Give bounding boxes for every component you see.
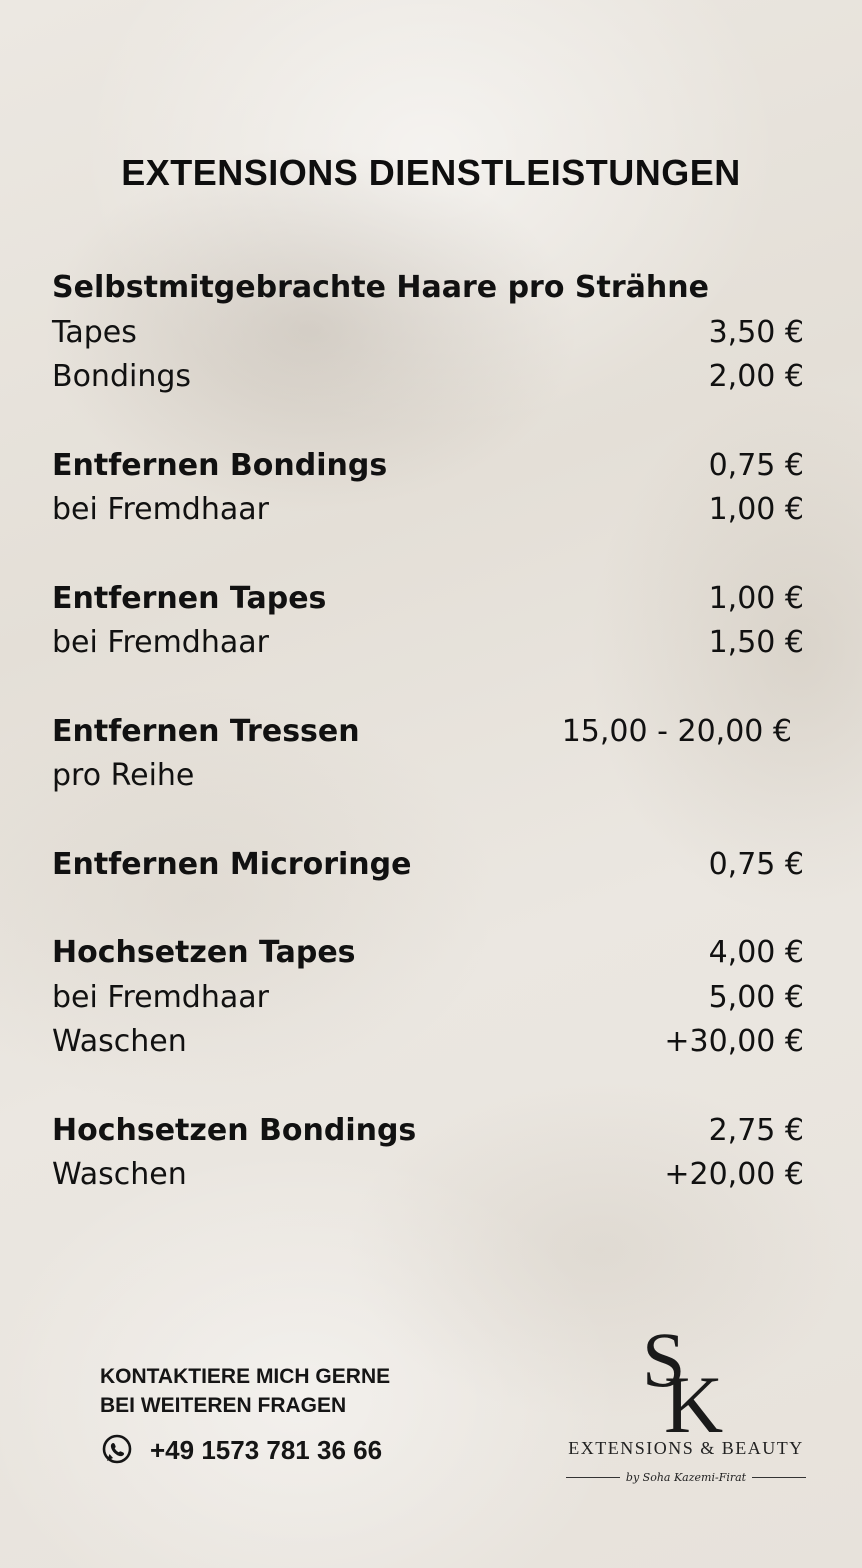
service-name: Bondings — [52, 359, 192, 394]
service-name: Waschen — [52, 1024, 187, 1059]
price-row — [52, 710, 804, 755]
brand-signature — [566, 1464, 806, 1490]
price-group — [52, 1109, 804, 1198]
contact-line: KONTAKTIERE MICH GERNE — [100, 1365, 391, 1388]
price-row — [52, 311, 804, 356]
service-price: 0,75 € — [708, 846, 804, 882]
brand-logo — [566, 1322, 806, 1497]
price-row — [52, 976, 804, 1021]
price-group — [52, 444, 804, 533]
service-name: Tapes — [52, 314, 137, 350]
service-name: Waschen — [52, 1157, 187, 1192]
service-price: 4,00 € — [708, 935, 804, 970]
price-row — [52, 843, 804, 888]
service-price: 15,00 - 20,00 € — [561, 713, 792, 749]
price-group — [52, 577, 804, 666]
price-group — [52, 931, 804, 1065]
price-group — [52, 710, 804, 799]
price-row — [52, 931, 804, 976]
service-name: bei Fremdhaar — [52, 492, 269, 527]
price-row — [52, 577, 804, 622]
sk-monogram-logo — [628, 1322, 744, 1438]
service-price: 0,75 € — [708, 447, 804, 483]
page-title: EXTENSIONS DIENSTLEISTUNGEN — [121, 152, 741, 193]
price-group — [52, 843, 804, 888]
svg-text:S: S — [642, 1322, 686, 1403]
service-name: Entfernen Bondings — [52, 447, 388, 483]
service-name: Entfernen Tressen — [52, 713, 360, 749]
service-price: 2,75 € — [708, 1112, 804, 1148]
service-price: 1,00 € — [708, 580, 804, 616]
service-name: Hochsetzen Bondings — [52, 1112, 417, 1148]
price-row — [52, 621, 804, 666]
whatsapp-icon — [100, 1433, 134, 1467]
brand-name: EXTENSIONS & BEAUTY — [568, 1438, 804, 1458]
price-row — [52, 1020, 804, 1065]
divider — [566, 1477, 620, 1478]
divider — [752, 1477, 806, 1478]
service-price: +20,00 € — [664, 1157, 804, 1192]
price-row — [52, 266, 804, 311]
service-price: 1,00 € — [708, 492, 804, 527]
service-price: 2,00 € — [708, 359, 804, 394]
service-price: 5,00 € — [708, 979, 804, 1015]
service-name: Selbstmitgebrachte Haare pro Strähne — [52, 270, 709, 305]
service-price: +30,00 € — [664, 1024, 804, 1059]
price-list — [52, 266, 804, 1242]
price-row — [52, 488, 804, 533]
service-price: 3,50 € — [708, 314, 804, 350]
phone-contact[interactable] — [100, 1433, 382, 1467]
price-row — [52, 355, 804, 400]
service-price: 1,50 € — [708, 625, 804, 660]
price-row — [52, 444, 804, 489]
service-name: bei Fremdhaar — [52, 625, 269, 660]
contact-note — [100, 1362, 390, 1420]
price-row — [52, 1109, 804, 1154]
price-group — [52, 266, 804, 400]
service-name: pro Reihe — [52, 758, 195, 793]
signature-text: by Soha Kazemi-Firat — [625, 1470, 747, 1484]
service-name: bei Fremdhaar — [52, 979, 269, 1015]
service-name: Hochsetzen Tapes — [52, 935, 356, 970]
service-name: Entfernen Microringe — [52, 846, 412, 882]
phone-number: +49 1573 781 36 66 — [150, 1434, 383, 1465]
price-row — [52, 754, 804, 799]
price-row — [52, 1153, 804, 1198]
contact-line: BEI WEITEREN FRAGEN — [100, 1394, 347, 1417]
svg-text:K: K — [664, 1359, 724, 1438]
service-name: Entfernen Tapes — [52, 580, 327, 616]
